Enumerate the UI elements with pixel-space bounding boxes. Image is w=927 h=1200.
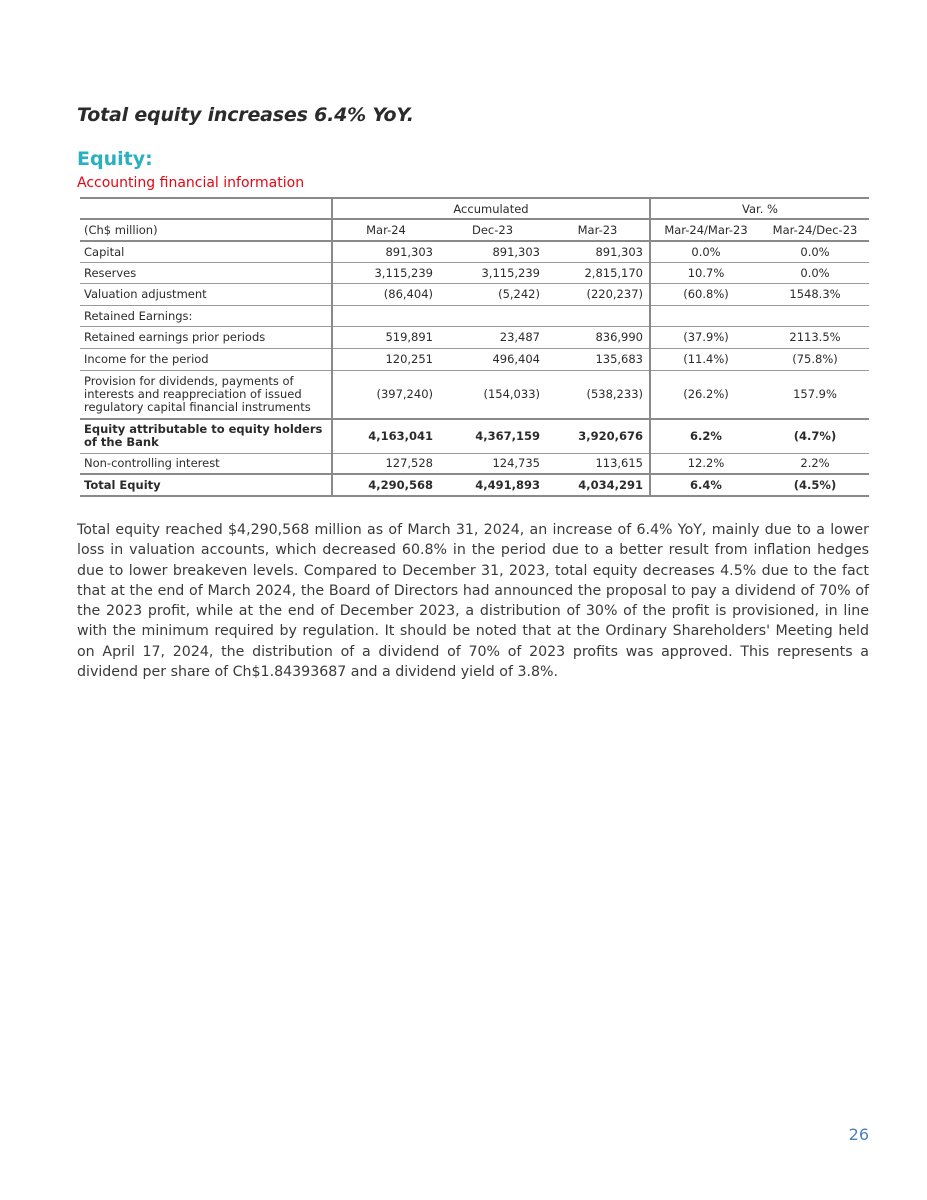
row-label: Equity attributable to equity holders of the Bank (80, 419, 332, 453)
row-label: Non-controlling interest (80, 453, 332, 474)
group-header-accumulated: Accumulated (332, 198, 650, 219)
column-header-var-ytd: Mar-24/Dec-23 (772, 223, 858, 237)
table-row (80, 453, 869, 474)
cell-mar23: 113,615 (546, 453, 650, 474)
cell-mar23: 4,034,291 (546, 474, 650, 496)
table-row (80, 474, 869, 496)
section-subtitle: Accounting financial information (77, 175, 305, 191)
cell-mar23: 836,990 (546, 326, 650, 348)
cell-var-yoy: 10.7% (687, 265, 725, 280)
cell-mar24: 127,528 (385, 456, 433, 471)
cell-dec23: (5,242) (498, 287, 540, 301)
section-title: Equity: (77, 148, 153, 170)
cell-var-ytd: 2113.5% (789, 330, 841, 344)
table-row (80, 305, 869, 326)
table-row (80, 283, 869, 305)
cell-var-yoy: (60.8%) (683, 287, 729, 301)
cell-var-ytd: 157.9% (793, 387, 837, 402)
column-header-dec23: Dec-23 (471, 223, 514, 237)
page-heading: Total equity increases 6.4% YoY. (77, 104, 414, 126)
row-label: Reserves (80, 262, 332, 283)
cell-mar24: (397,240) (376, 387, 433, 402)
column-header-mar23: Mar-23 (546, 219, 650, 241)
cell-var-yoy: 12.2% (687, 456, 725, 471)
page-number: 26 (848, 1125, 869, 1144)
cell-var-ytd: 2.2% (800, 456, 830, 471)
table-row (80, 419, 869, 453)
table-row (80, 348, 869, 370)
cell-dec23: 23,487 (499, 330, 540, 344)
group-header-variation: Var. % (742, 201, 778, 216)
cell-var-ytd (761, 305, 869, 326)
cell-mar23: 891,303 (546, 241, 650, 262)
table-row (80, 370, 869, 419)
cell-mar23 (546, 305, 650, 326)
cell-var-ytd: (4.5%) (793, 478, 837, 492)
cell-mar24: 891,303 (385, 244, 433, 259)
cell-mar24: 4,163,041 (368, 429, 433, 444)
table-row (80, 326, 869, 348)
cell-var-yoy: (26.2%) (683, 387, 729, 402)
cell-mar24: 4,290,568 (368, 478, 433, 492)
cell-mar23: 135,683 (546, 348, 650, 370)
cell-mar23: (220,237) (546, 283, 650, 305)
cell-var-ytd: 0.0% (800, 265, 830, 280)
table-group-header-row (80, 198, 869, 219)
cell-dec23: 124,735 (492, 456, 540, 471)
cell-mar24 (332, 305, 439, 326)
cell-var-yoy: 0.0% (691, 244, 721, 259)
cell-dec23: 4,367,159 (475, 429, 540, 444)
cell-var-yoy: 6.4% (690, 478, 722, 492)
column-header-label: (Ch$ million) (80, 219, 332, 241)
cell-var-yoy (650, 305, 761, 326)
table-row (80, 241, 869, 262)
row-label: Retained Earnings: (80, 305, 332, 326)
cell-mar24: 3,115,239 (374, 265, 433, 280)
cell-mar23: 2,815,170 (546, 262, 650, 283)
group-header-blank (80, 198, 332, 219)
cell-var-ytd: 1548.3% (789, 287, 841, 301)
row-label: Retained earnings prior periods (80, 326, 332, 348)
cell-var-ytd: (75.8%) (792, 352, 838, 366)
body-paragraph: Total equity reached $4,290,568 million as of March 31, 2024, an increase of 6.4% YoY, mainly due to a lower loss in valuation accounts, which decreased 60.8% in the period due to a better result from inflation hedges due to lower breakeven levels. Compared to December 31, 2023, total equity decreases 4.5% due to the fact that at the end of March 2024, the Board of Directors had announced the proposal to pay a dividend of 70% of the 2023 profit, while at the end of December 2023, a distribution of 30% of the profit is provisioned, in line with the minimum required by regulation. It should be noted that at the Ordinary Shareholders' Meeting held on April 17, 2024, the distribution of a dividend of 70% of 2023 profits was approved. This represents a dividend per share of Ch$1.84393687 and a dividend yield of 3.8%. (77, 522, 869, 681)
cell-dec23: 4,491,893 (475, 478, 540, 492)
cell-dec23: 891,303 (492, 244, 540, 259)
cell-mar23: 3,920,676 (546, 419, 650, 453)
row-label: Capital (80, 241, 332, 262)
column-header-mar24: Mar-24 (366, 223, 406, 237)
table-column-header-row (80, 219, 869, 241)
cell-dec23: (154,033) (483, 387, 540, 402)
row-label: Total Equity (80, 474, 332, 496)
cell-mar24: 120,251 (385, 352, 433, 366)
cell-var-yoy: (11.4%) (683, 352, 729, 366)
table-row (80, 262, 869, 283)
cell-dec23: 3,115,239 (481, 265, 540, 280)
cell-dec23 (439, 305, 546, 326)
cell-mar24: (86,404) (383, 287, 433, 301)
row-label: Provision for dividends, payments of interests and reappreciation of issued regulatory capital financial instruments (80, 370, 332, 419)
row-label: Income for the period (80, 348, 332, 370)
cell-dec23: 496,404 (492, 352, 540, 366)
cell-var-ytd: (4.7%) (793, 429, 837, 444)
cell-var-yoy: (37.9%) (683, 330, 729, 344)
equity-table (80, 197, 869, 497)
column-header-var-yoy: Mar-24/Mar-23 (664, 223, 748, 237)
cell-mar23: (538,233) (546, 370, 650, 419)
cell-var-ytd: 0.0% (800, 244, 830, 259)
row-label: Valuation adjustment (80, 283, 332, 305)
cell-mar24: 519,891 (385, 330, 433, 344)
cell-var-yoy: 6.2% (690, 429, 722, 444)
